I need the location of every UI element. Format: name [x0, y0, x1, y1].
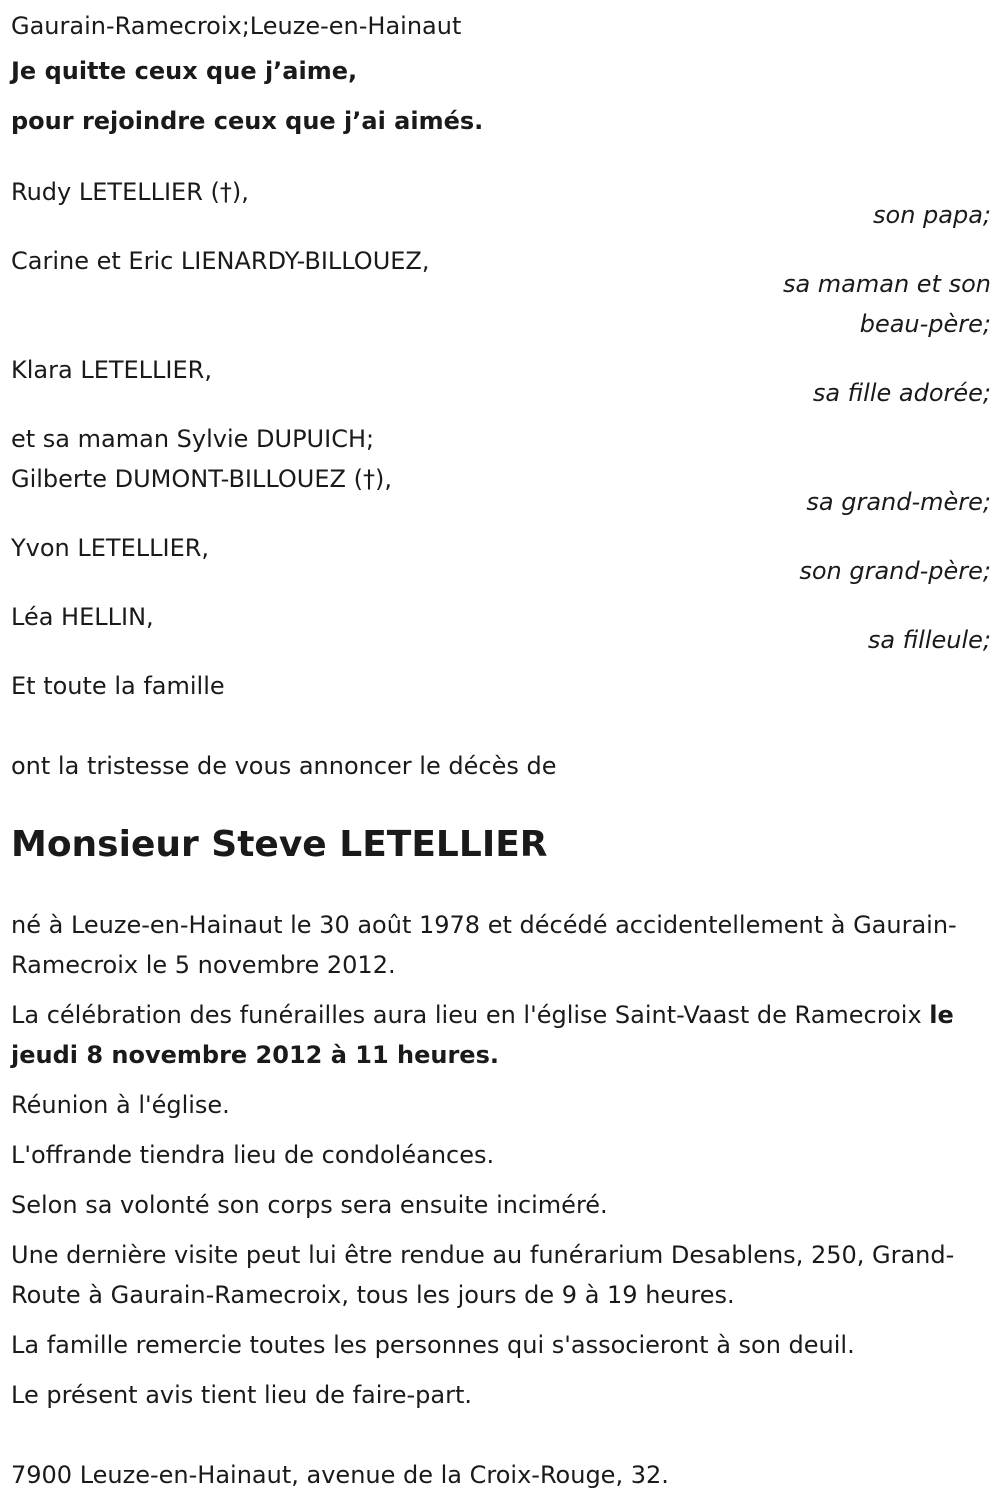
obituary-details [11, 905, 991, 1415]
family-entry [11, 528, 991, 591]
offering-text: L'offrande tiendra lieu de condoléances. [11, 1141, 495, 1169]
family-relation: son grand-père; [799, 557, 991, 585]
family-name: Klara LETELLIER, [11, 356, 212, 384]
family-relation-line-2: beau-père; [859, 310, 991, 338]
family-address: 7900 Leuze-en-Hainaut, avenue de la Croix-Rouge, 32. [11, 1461, 669, 1489]
family-list [11, 172, 991, 706]
meeting-text: Réunion à l'église. [11, 1091, 230, 1119]
family-entry [11, 419, 991, 522]
family-entry [11, 597, 991, 660]
family-name: Rudy LETELLIER (†), [11, 178, 249, 206]
announcement: ont la tristesse de vous annoncer le décès de [11, 752, 557, 780]
family-entry [11, 666, 991, 706]
family-name-line-2: Gilberte DUMONT-BILLOUEZ (†), [11, 465, 392, 493]
cremation-text: Selon sa volonté son corps sera ensuite inciméré. [11, 1191, 608, 1219]
family-relation-line-1: sa maman et son [782, 270, 991, 298]
family-name-line-1: et sa maman Sylvie DUPUICH; [11, 425, 375, 453]
family-relation: sa grand-mère; [806, 488, 991, 516]
family-relation: sa fille adorée; [812, 379, 991, 407]
obituary-notice [11, 6, 991, 1495]
thanks-text: La famille remercie toutes les personnes qui s'associeront à son deuil. [11, 1331, 855, 1359]
family-name: Yvon LETELLIER, [11, 534, 210, 562]
ceremony-text [11, 995, 991, 1075]
family-name: Léa HELLIN, [11, 603, 154, 631]
notice-text: Le présent avis tient lieu de faire-part. [11, 1381, 473, 1409]
family-entry [11, 350, 991, 413]
quote-line-2: pour rejoindre ceux que j’ai aimés. [11, 107, 484, 135]
family-relation: sa filleule; [867, 626, 991, 654]
quote-line-1: Je quitte ceux que j’aime, [11, 57, 358, 85]
deceased-name: Monsieur Steve LETELLIER [11, 824, 548, 865]
quote [11, 46, 991, 146]
family-entry [11, 172, 991, 235]
family-name: Carine et Eric LIENARDY-BILLOUEZ, [11, 247, 430, 275]
family-relation: son papa; [873, 201, 991, 229]
family-entry [11, 241, 991, 344]
ceremony-date: le jeudi 8 novembre 2012 à 11 heures. [11, 1001, 954, 1069]
family-name: Et toute la famille [11, 672, 225, 700]
birth-death-text: né à Leuze-en-Hainaut le 30 août 1978 et décédé accidentellement à Gaurain-Ramecroix le 5 novembre 2012. [11, 911, 957, 979]
header-location: Gaurain-Ramecroix;Leuze-en-Hainaut [11, 12, 462, 40]
ceremony-prefix: La célébration des funérailles aura lieu en l'église Saint-Vaast de Ramecroix [11, 1001, 930, 1029]
visit-text: Une dernière visite peut lui être rendue au funérarium Desablens, 250, Grand-Route à Gaurain-Ramecroix, tous les jours de 9 à 19 heures. [11, 1241, 955, 1309]
